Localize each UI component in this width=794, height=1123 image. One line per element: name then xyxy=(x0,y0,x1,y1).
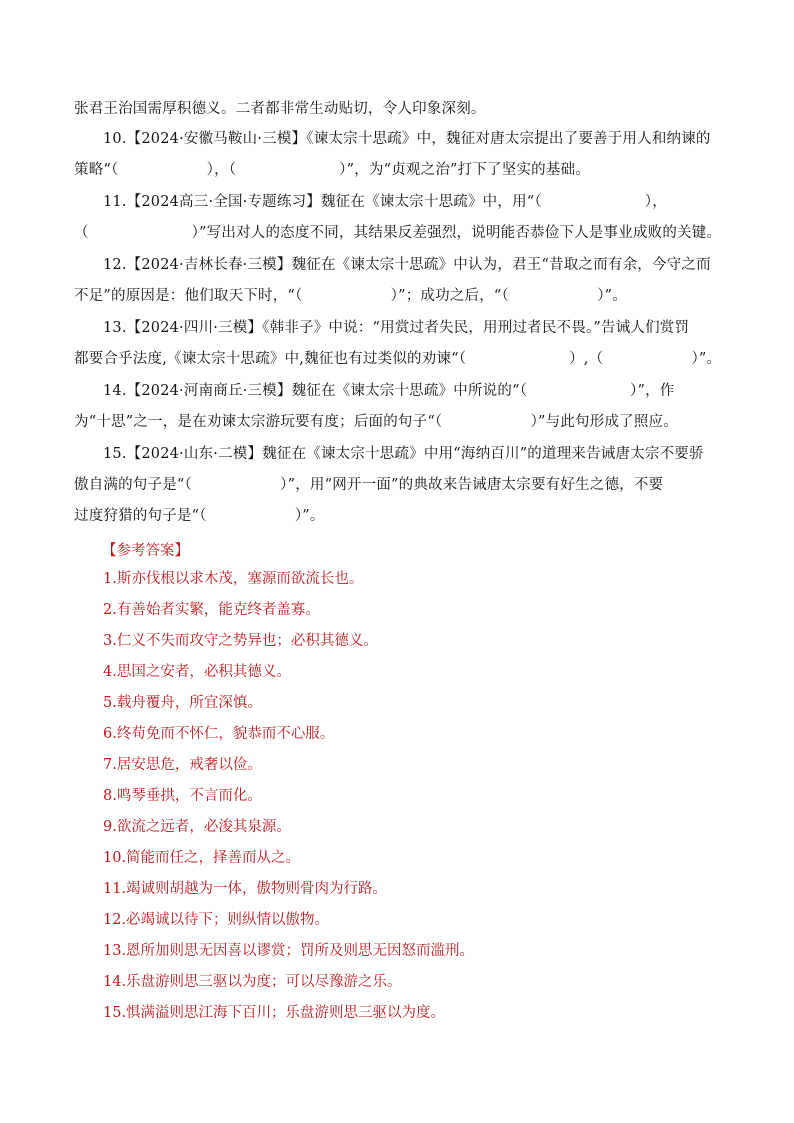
question-11-line-2: （ ）”写出对人的态度不同，其结果反差强烈，说明能否恭俭下人是事业成败的关键。 xyxy=(74,225,722,241)
question-9-tail: 张君王治国需厚积德义。二者都非常生动贴切，令人印象深刻。 xyxy=(74,101,486,117)
question-13-line-1: 13.【2024·四川·三模】《韩非子》中说：“用赏过者失民，用刑过者民不畏。”告诫人们赏罚 xyxy=(103,320,690,336)
question-15-line-1: 15.【2024·山东·二模】魏征在《谏太宗十思疏》中用“海纳百川”的道理来告诫唐太宗不要骄 xyxy=(103,446,704,462)
answer-item: 8.鸣琴垂拱，不言而化。 xyxy=(103,788,262,804)
question-15-line-3: 过度狩猎的句子是“（ ）”。 xyxy=(74,508,325,524)
question-10-line-2: 策略“（ ），（ ）”，为“贞观之治”打下了坚实的基础。 xyxy=(74,162,590,178)
answer-item: 7.居安思危，戒奢以俭。 xyxy=(103,757,262,773)
answer-item: 2.有善始者实繁，能克终者盖寡。 xyxy=(103,602,320,618)
answer-item: 6.终苟免而不怀仁，貌恭而不心服。 xyxy=(103,726,335,742)
question-14-line-2: 为“十思”之一，是在劝谏太宗游玩要有度；后面的句子“（ ）”与此句形成了照应。 xyxy=(74,414,678,430)
answer-item: 3.仁义不失而攻守之势异也；必积其德义。 xyxy=(103,633,378,649)
question-13-line-2: 都要合乎法度,《谏太宗十思疏》中,魏征也有过类似的劝谏“（ ）,（ ）”。 xyxy=(74,351,722,367)
answer-item: 5.载舟覆舟，所宜深慎。 xyxy=(103,695,262,711)
question-12-line-2: 不足”的原因是：他们取天下时，“（ ）”；成功之后，“（ ）”。 xyxy=(74,288,627,304)
question-12-line-1: 12.【2024·吉林长春·三模】魏征在《谏太宗十思疏》中认为，君王“昔取之而有余，今守之而 xyxy=(103,257,711,273)
answer-item: 12.必竭诚以待下；则纵情以傲物。 xyxy=(103,912,330,928)
question-14-line-1: 14.【2024·河南商丘·三模】魏征在《谏太宗十思疏》中所说的“（ ）”，作 xyxy=(103,383,675,399)
answer-item: 14.乐盘游则思三驱以为度；可以尽豫游之乐。 xyxy=(103,974,402,990)
answer-item: 1.斯亦伐根以求木茂，塞源而欲流长也。 xyxy=(103,571,364,587)
question-10-line-1: 10.【2024·安徽马鞍山·三模】《谏太宗十思疏》中，魏征对唐太宗提出了要善于用人和纳谏的 xyxy=(103,131,711,147)
answer-item: 11.竭诚则胡越为一体，傲物则骨肉为行路。 xyxy=(103,881,388,897)
answers-heading: 【参考答案】 xyxy=(102,543,189,559)
answer-item: 9.欲流之远者，必浚其泉源。 xyxy=(103,819,291,835)
answer-item: 4.思国之安者，必积其德义。 xyxy=(103,664,291,680)
question-15-line-2: 傲自满的句子是“（ ）”，用“网开一面”的典故来告诫唐太宗要有好生之德，不要 xyxy=(74,477,664,493)
answer-item: 10.简能而任之，择善而从之。 xyxy=(103,850,301,866)
question-11-line-1: 11.【2024高三·全国·专题练习】魏征在《谏太宗十思疏》中，用“（ ）， xyxy=(103,194,667,210)
answer-item: 13.恩所加则思无因喜以谬赏；罚所及则思无因怒而滥刑。 xyxy=(103,943,475,959)
answer-item: 15.惧满溢则思江海下百川；乐盘游则思三驱以为度。 xyxy=(103,1005,446,1021)
